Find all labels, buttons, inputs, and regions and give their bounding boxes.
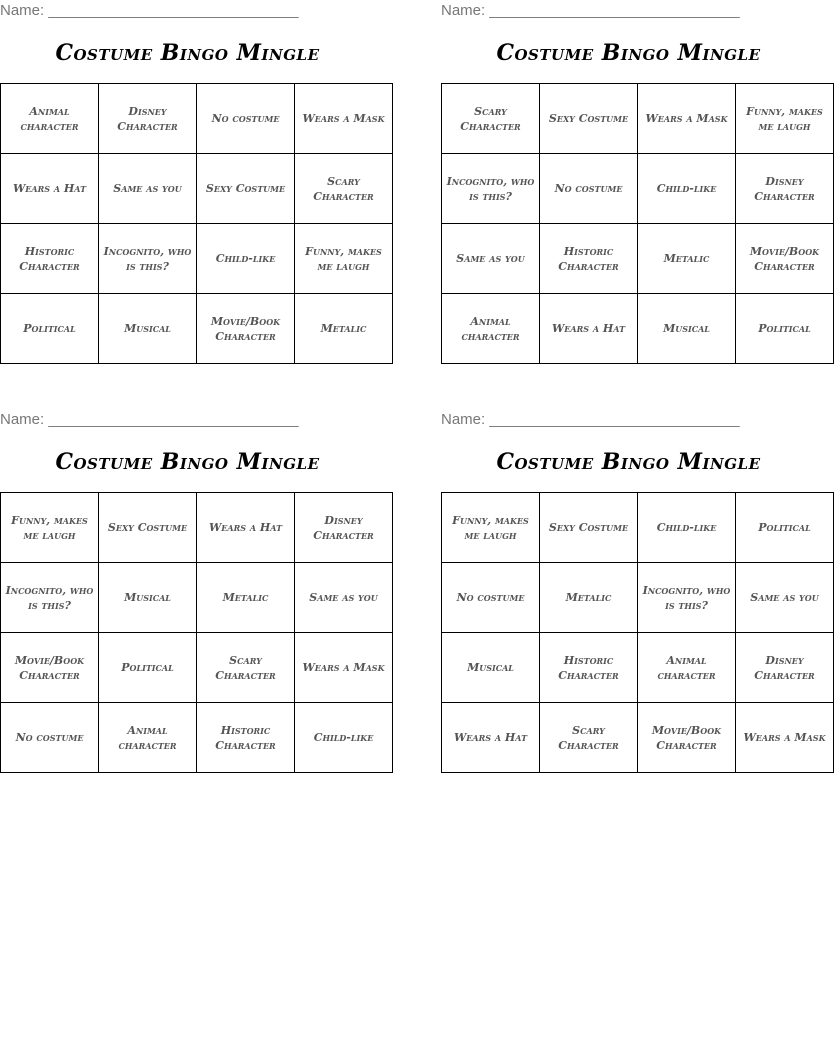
bingo-cell: Political — [736, 294, 834, 364]
bingo-cell: Political — [736, 493, 834, 563]
card-title: Costume Bingo Mingle — [55, 40, 320, 66]
bingo-cell: Musical — [442, 633, 540, 703]
bingo-card-4 — [441, 409, 826, 789]
bingo-cell: Wears a Hat — [540, 294, 638, 364]
name-field[interactable]: Name: ______________________________ — [0, 2, 299, 19]
grid-row — [442, 563, 834, 633]
name-field[interactable]: Name: ______________________________ — [441, 411, 740, 428]
grid-row — [1, 563, 393, 633]
grid-row — [1, 294, 393, 364]
card-title: Costume Bingo Mingle — [496, 449, 761, 475]
bingo-cell: Metalic — [540, 563, 638, 633]
bingo-cell: Child-like — [197, 224, 295, 294]
bingo-cell: Scary Character — [295, 154, 393, 224]
grid-row — [442, 154, 834, 224]
bingo-cell: No costume — [442, 563, 540, 633]
bingo-cell: Funny, makes me laugh — [295, 224, 393, 294]
bingo-cell: Funny, makes me laugh — [442, 493, 540, 563]
bingo-cell: Wears a Mask — [295, 84, 393, 154]
bingo-grid — [441, 492, 834, 773]
bingo-grid — [441, 83, 834, 364]
bingo-cell: Same as you — [99, 154, 197, 224]
bingo-cell: Musical — [638, 294, 736, 364]
bingo-cell: Sexy Costume — [540, 493, 638, 563]
bingo-cell: Historic Character — [1, 224, 99, 294]
bingo-cell: Child-like — [295, 703, 393, 773]
bingo-cell: Movie/Book Character — [1, 633, 99, 703]
bingo-cell: Musical — [99, 563, 197, 633]
bingo-cell: Animal character — [99, 703, 197, 773]
bingo-card-1 — [0, 0, 385, 380]
bingo-cell: Sexy Costume — [197, 154, 295, 224]
bingo-cell: Scary Character — [442, 84, 540, 154]
bingo-cell: Same as you — [442, 224, 540, 294]
grid-row — [442, 703, 834, 773]
bingo-cell: Scary Character — [540, 703, 638, 773]
bingo-cell: Disney Character — [736, 154, 834, 224]
bingo-cell: Funny, makes me laugh — [736, 84, 834, 154]
grid-row — [1, 633, 393, 703]
bingo-cell: Wears a Hat — [442, 703, 540, 773]
bingo-cell: Historic Character — [540, 224, 638, 294]
bingo-cell: Metalic — [295, 294, 393, 364]
name-field[interactable]: Name: ______________________________ — [0, 411, 299, 428]
bingo-cell: Same as you — [295, 563, 393, 633]
grid-row — [442, 224, 834, 294]
bingo-cell: Wears a Mask — [295, 633, 393, 703]
bingo-cell: Metalic — [638, 224, 736, 294]
bingo-cell: Animal character — [442, 294, 540, 364]
bingo-cell: Child-like — [638, 493, 736, 563]
bingo-cell: Metalic — [197, 563, 295, 633]
bingo-cell: Scary Character — [197, 633, 295, 703]
name-field[interactable]: Name: ______________________________ — [441, 2, 740, 19]
bingo-cell: Disney Character — [736, 633, 834, 703]
bingo-cell: Movie/Book Character — [736, 224, 834, 294]
bingo-cell: Sexy Costume — [540, 84, 638, 154]
bingo-cell: No costume — [1, 703, 99, 773]
bingo-card-3 — [0, 409, 385, 789]
bingo-grid — [0, 83, 393, 364]
bingo-cell: Incognito, who is this? — [442, 154, 540, 224]
bingo-card-2 — [441, 0, 823, 380]
bingo-cell: Disney Character — [295, 493, 393, 563]
grid-row — [1, 224, 393, 294]
bingo-cell: Wears a Hat — [197, 493, 295, 563]
bingo-cell: Wears a Mask — [736, 703, 834, 773]
bingo-cell: No costume — [540, 154, 638, 224]
bingo-cell: Child-like — [638, 154, 736, 224]
bingo-cell: Political — [99, 633, 197, 703]
card-title: Costume Bingo Mingle — [496, 40, 761, 66]
bingo-cell: Musical — [99, 294, 197, 364]
grid-row — [442, 294, 834, 364]
bingo-cell: Wears a Mask — [638, 84, 736, 154]
grid-row — [1, 84, 393, 154]
grid-row — [442, 84, 834, 154]
grid-row — [442, 493, 834, 563]
bingo-cell: Political — [1, 294, 99, 364]
card-title: Costume Bingo Mingle — [55, 449, 320, 475]
bingo-cell: Movie/Book Character — [638, 703, 736, 773]
bingo-cell: Incognito, who is this? — [1, 563, 99, 633]
bingo-cell: Historic Character — [197, 703, 295, 773]
bingo-cell: Disney Character — [99, 84, 197, 154]
bingo-cell: Incognito, who is this? — [638, 563, 736, 633]
bingo-cell: Animal character — [1, 84, 99, 154]
bingo-cell: Funny, makes me laugh — [1, 493, 99, 563]
grid-row — [1, 703, 393, 773]
bingo-cell: Incognito, who is this? — [99, 224, 197, 294]
bingo-cell: Sexy Costume — [99, 493, 197, 563]
bingo-cell: Historic Character — [540, 633, 638, 703]
bingo-cell: Same as you — [736, 563, 834, 633]
bingo-cell: Wears a Hat — [1, 154, 99, 224]
grid-row — [1, 154, 393, 224]
bingo-grid — [0, 492, 393, 773]
grid-row — [442, 633, 834, 703]
bingo-cell: Movie/Book Character — [197, 294, 295, 364]
bingo-cell: Animal character — [638, 633, 736, 703]
grid-row — [1, 493, 393, 563]
bingo-cell: No costume — [197, 84, 295, 154]
